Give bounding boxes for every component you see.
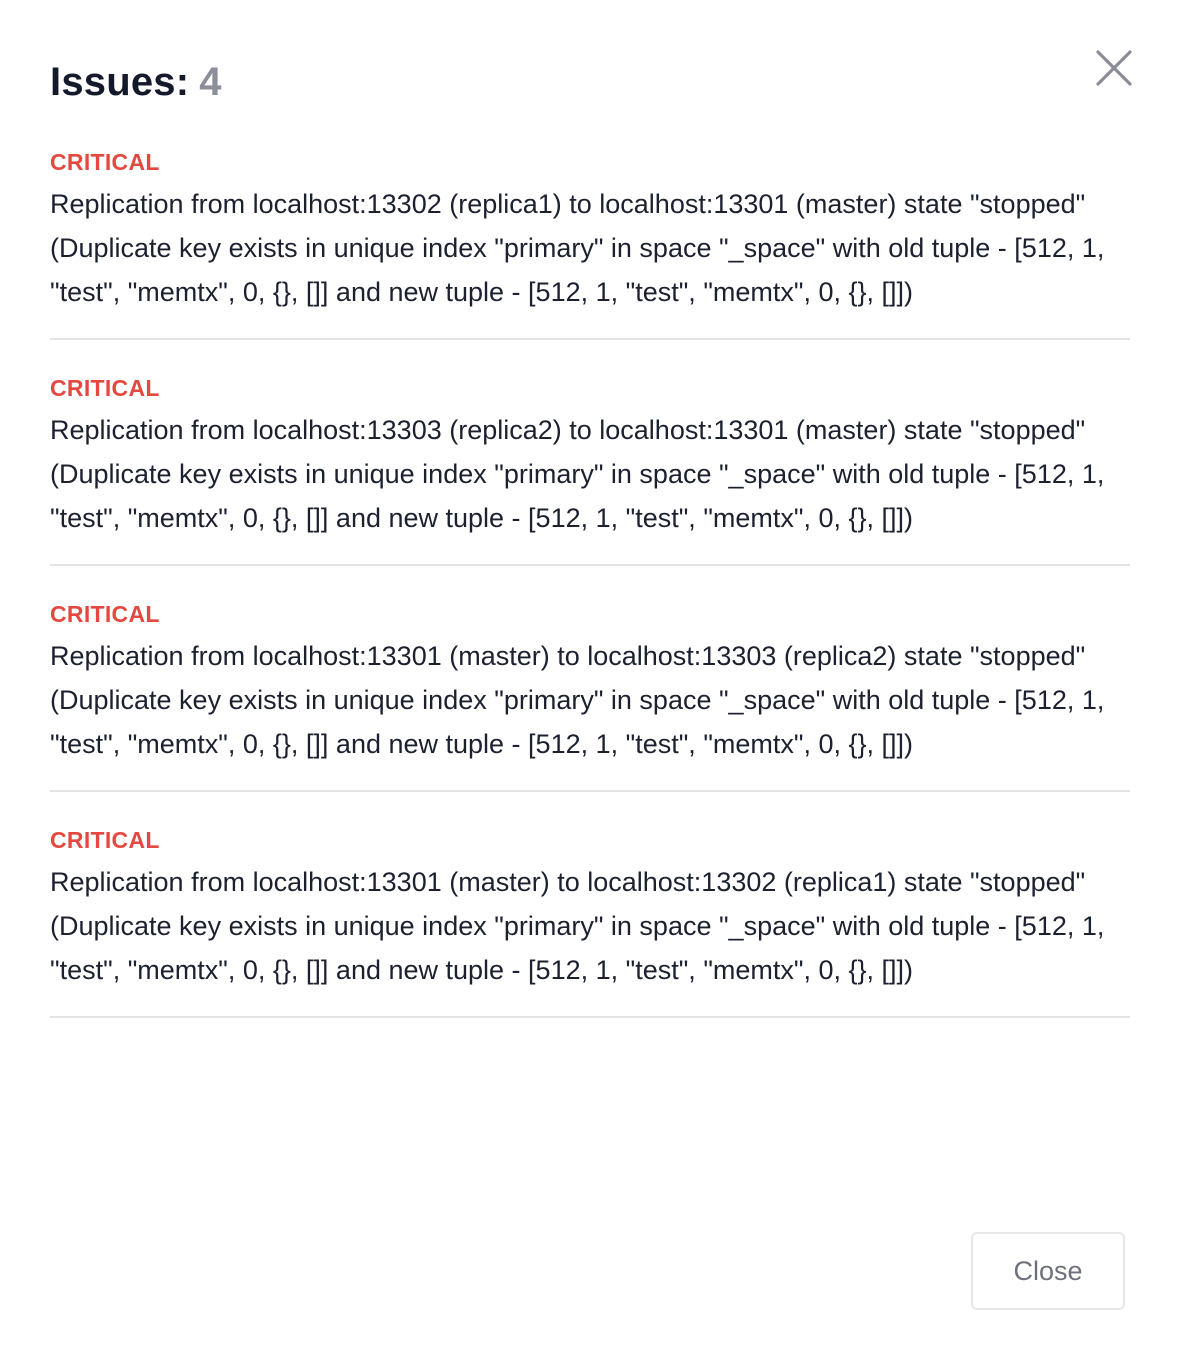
- dialog-title: [50, 60, 222, 105]
- issue-count: 4: [199, 59, 222, 104]
- issue-message: Replication from localhost:13301 (master) to localhost:13303 (replica2) state "stopped" (Duplicate key exists in unique index "primary" in space "_space" with old tuple - [512, 1, "test", "memtx", 0, {}, []] and new tuple - [512, 1, "test", "memtx", 0, {}, []]): [50, 641, 1105, 759]
- issue-level: CRITICAL: [50, 375, 160, 401]
- issue-message: Replication from localhost:13302 (replica1) to localhost:13301 (master) state "stopped" (Duplicate key exists in unique index "primary" in space "_space" with old tuple - [512, 1, "test", "memtx", 0, {}, []] and new tuple - [512, 1, "test", "memtx", 0, {}, []]): [50, 189, 1105, 307]
- issue-item: [50, 368, 1130, 566]
- issue-item: [50, 142, 1130, 340]
- issue-item: [50, 594, 1130, 792]
- issue-message: Replication from localhost:13301 (master) to localhost:13302 (replica1) state "stopped" (Duplicate key exists in unique index "primary" in space "_space" with old tuple - [512, 1, "test", "memtx", 0, {}, []] and new tuple - [512, 1, "test", "memtx", 0, {}, []]): [50, 867, 1105, 985]
- issues-list: [50, 142, 1130, 1046]
- issue-level: CRITICAL: [50, 601, 160, 627]
- issue-level: CRITICAL: [50, 827, 160, 853]
- close-icon-graphic: [1094, 48, 1134, 88]
- issue-level: CRITICAL: [50, 149, 160, 175]
- dialog-header: [50, 54, 222, 110]
- issue-item: [50, 820, 1130, 1018]
- close-button[interactable]: Close: [971, 1232, 1125, 1310]
- dialog-footer: [971, 1232, 1125, 1310]
- close-icon[interactable]: [1094, 48, 1134, 88]
- dialog-title-label: Issues:: [50, 59, 190, 104]
- issue-message: Replication from localhost:13303 (replica2) to localhost:13301 (master) state "stopped" (Duplicate key exists in unique index "primary" in space "_space" with old tuple - [512, 1, "test", "memtx", 0, {}, []] and new tuple - [512, 1, "test", "memtx", 0, {}, []]): [50, 415, 1105, 533]
